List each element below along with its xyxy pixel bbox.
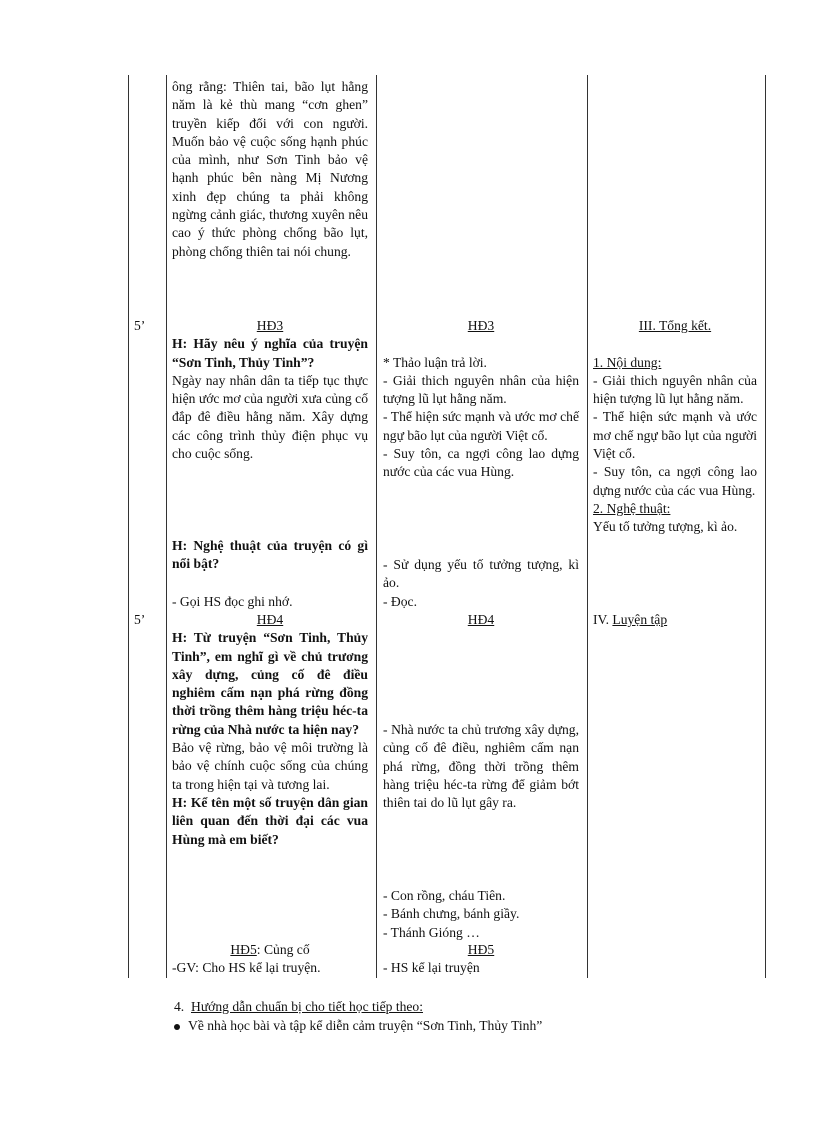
art-subheading: 2. Nghệ thuật: [593,500,671,516]
practice-number: IV. [593,612,609,627]
hd4-answer-1: Bảo vệ rừng, bảo vệ môi trường là bảo vệ chính cuộc sống của chúng ta trong hiện tại và tương lai. [172,740,368,792]
hd3-student-cell [383,317,579,482]
section-heading: Hướng dẫn chuẩn bị cho tiết học tiếp theo: [191,999,423,1014]
practice-heading: Luyện tập [612,612,668,627]
hd3-teacher-cell [172,317,368,463]
hd3-question-2: H: Nghệ thuật của truyện có gì nổi bật? [172,538,368,572]
next-lesson-section [174,998,423,1016]
hd5-student-heading: HĐ5 [467,942,495,957]
hd5-student-cell [383,941,579,978]
table-divider [587,75,588,978]
hd3-answer-1: Ngày nay nhân dân ta tiếp tục thực hiện ước mơ của người xưa củng cố đắp đê điều hằng năm. Xây dựng các công trình thủy điện phục vụ cho cuộc sống. [172,372,368,462]
content-subheading: 1. Nội dung: [593,354,662,370]
hd3-question-1: H: Hãy nêu ý nghĩa của truyện “Sơn Tinh, Thủy Tinh”? [172,336,368,370]
content-line: - Giải thich nguyên nhân của hiện tượng lũ lụt hằng năm. [593,372,757,407]
student-line: - Thể hiện sức mạnh và ước mơ chế ngự bão lụt của người Việt cổ. [383,409,579,443]
hd3-teacher-heading: HĐ3 [256,318,284,333]
hd4-question-2: H: Kể tên một số truyện dân gian liên quan đến thời đại các vua Hùng mà em biết? [172,794,368,847]
hd3-answer-2: - Gọi HS đọc ghi nhớ. [172,594,293,609]
hd4-teacher-cell [172,611,368,849]
hd5-teacher-heading-rest: : Củng cố [256,942,310,957]
bullet-icon [174,1024,180,1030]
student-line: - Giải thich nguyên nhân của hiện tượng lũ lụt hằng năm. [383,372,579,407]
story-item: - Bánh chưng, bánh giầy. [383,906,520,922]
teacher-continuation-text: ông rằng: Thiên tai, bão lụt hằng năm là kẻ thù mang “cơn ghen” truyền kiếp đối với con người. Muốn bảo vệ cuộc sống hạnh phúc của mình, như Sơn Tinh bảo vệ hạnh phúc bên nàng Mị Nương xinh đẹp chúng ta phải không ngừng cảnh giác, thương xuyên nêu cao ý thức phòng chống bão lụt, phòng chống thiên tai nói chung. [172,79,368,259]
story-item: - Con rồng, cháu Tiên. [383,888,506,903]
content-line: - Thể hiện sức mạnh và ước mơ chế ngự bão lụt của người Việt cổ. [593,409,757,462]
hd5-student-text: - HS kể lại truyện [383,960,480,976]
hd4-student-heading: HĐ4 [467,612,495,627]
hd5-teacher-text: -GV: Cho HS kể lại truyện. [172,960,321,976]
table-border-left [128,75,129,978]
hd3-student-art: - Sử dụng yếu tố tưởng tượng, kì ảo. [383,557,579,591]
hd3-content-cell [593,317,757,537]
table-divider [166,75,167,978]
content-line: - Suy tôn, ca ngợi công lao dựng nước của các vua Hùng. [593,464,757,498]
section-number: 4. [174,999,185,1014]
hd5-teacher-cell [172,941,368,978]
hd3-student-heading: HĐ3 [467,318,495,333]
hd4-student-heading-wrap [383,611,579,629]
hd4-student-stories [383,887,579,942]
homework-bullet-text: Về nhà học bài và tập kể diễn cảm truyện “Sơn Tinh, Thủy Tinh” [188,1018,543,1033]
table-border-right [765,75,766,978]
student-line: * Thảo luận trả lời. [383,354,487,370]
practice-heading-wrap [593,611,757,629]
content-art: Yếu tố tưởng tượng, kì ảo. [593,519,738,535]
story-item: - Thánh Gióng … [383,924,480,940]
table-divider [376,75,377,978]
hd3-student-read: - Đọc. [383,594,417,609]
hd4-student-answer: - Nhà nước ta chủ trương xây dựng, củng cố đê điều, nghiêm cấm nạn phá rừng, đồng thời trồng thêm hàng triệu héc-ta rừng để giảm bớt thiên tai do lũ lụt gây ra. [383,722,579,811]
summary-heading: III. Tổng kết. [638,318,712,333]
hd4-teacher-heading: HĐ4 [256,612,284,627]
hd5-teacher-heading: HĐ5 [230,942,257,957]
hd4-question-1: H: Từ truyện “Sơn Tinh, Thủy Tinh”, em nghĩ gì về chủ trương xây dựng, củng cố đê điều nghiêm cấm nạn phá rừng đồng thời trồng thêm hàng triệu héc-ta rừng của Nhà nước ta hiện nay? [172,630,368,737]
student-line: - Suy tôn, ca ngợi công lao dựng nước của các vua Hùng. [383,446,579,480]
time-hd4: 5’ [134,612,146,627]
time-hd3: 5’ [134,318,146,333]
